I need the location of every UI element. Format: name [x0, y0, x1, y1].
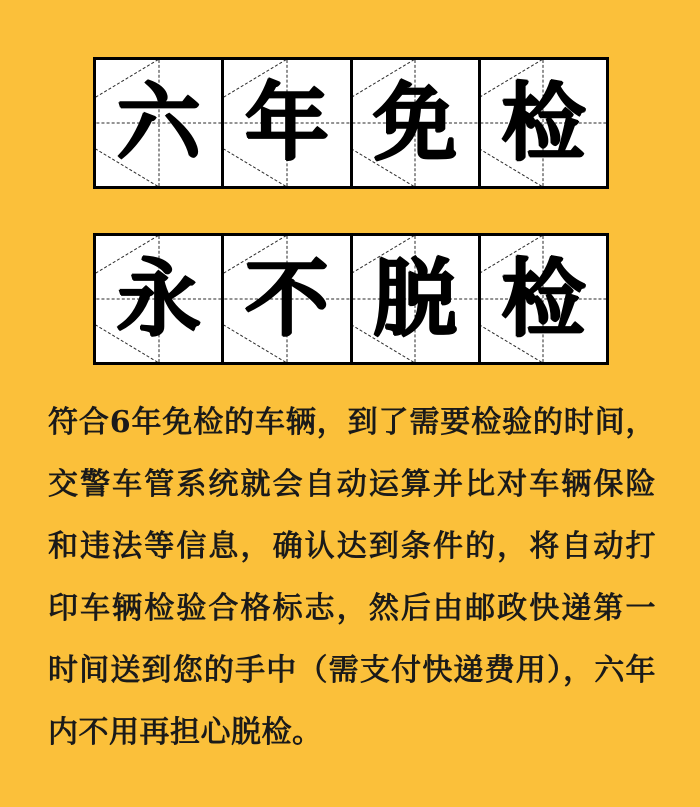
grid-cell — [481, 236, 606, 362]
headline-character: 六 — [116, 73, 201, 172]
headline-character: 年 — [244, 73, 329, 172]
headline-character: 永 — [116, 249, 201, 348]
grid-cell — [353, 60, 481, 186]
body-paragraph: 符合6年免检的车辆，到了需要检验的时间，交警车管系统就会自动运算并比对车辆保险和违法等信息，确认达到条件的，将自动打印车辆检验合格标志，然后由邮政快递第一时间送到您的手中（需支付快递费用），六年内不用再担心脱检。 — [48, 405, 656, 750]
headline-character: 检 — [501, 249, 586, 348]
headline-character: 不 — [244, 249, 329, 348]
grid-cell — [224, 236, 352, 362]
calligraphy-grid-row-2 — [93, 233, 609, 365]
grid-cell — [353, 236, 481, 362]
grid-cell — [96, 236, 224, 362]
headline-character: 检 — [501, 73, 586, 172]
grid-cell — [96, 60, 224, 186]
calligraphy-grid-row-1 — [93, 57, 609, 189]
headline-character: 免 — [373, 73, 458, 172]
grid-cell — [481, 60, 606, 186]
headline-character: 脱 — [373, 249, 458, 348]
grid-cell — [224, 60, 352, 186]
